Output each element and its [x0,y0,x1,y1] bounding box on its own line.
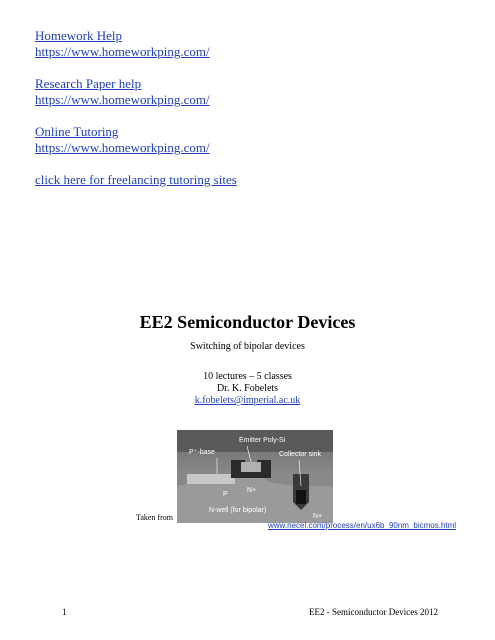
label-pbase: P⁺-base [189,449,215,456]
collector-contact [296,490,306,504]
device-cross-section-image [177,430,333,523]
online-tutoring-link[interactable]: Online Tutoring [35,124,119,139]
cross-section-svg [177,430,333,523]
pbase-region [187,474,235,484]
author-name: Dr. K. Fobelets [216,383,279,394]
page-subtitle: Switching of bipolar devices [190,341,305,352]
lectures-text: 10 lectures – 5 classes [203,371,292,382]
author-email-link[interactable]: k.fobelets@imperial.ac.uk [194,395,301,406]
research-paper-url[interactable]: https://www.homeworkping.com/ [35,92,210,107]
link-group-homework [35,28,237,60]
homework-help-url[interactable]: https://www.homeworkping.com/ [35,44,210,59]
page-title: EE2 Semiconductor Devices [139,312,356,332]
freelancing-link[interactable]: click here for freelancing tutoring sites [35,172,237,187]
research-paper-link[interactable]: Research Paper help [35,76,142,91]
footer-title: EE2 - Semiconductor Devices 2012 [309,607,438,617]
label-collector: Collector sink [279,451,322,458]
label-nplus2: N+ [313,513,323,520]
page-number: 1 [62,607,67,617]
label-p: P [223,491,228,498]
emitter-contact [241,462,261,472]
source-url-link[interactable]: www.necel.com/process/en/ux6b_90nm_bicmos.html [268,521,457,530]
homework-help-link[interactable]: Homework Help [35,28,123,43]
label-emitter: Emitter Poly-Si [239,437,286,444]
top-links [35,28,237,188]
link-group-research [35,76,237,108]
link-group-tutoring [35,124,237,156]
label-nplus: N+ [247,487,257,494]
taken-from-text: Taken from [136,513,173,522]
label-nwell: N-well (for bipolar) [209,507,267,514]
course-meta [0,371,495,407]
online-tutoring-url[interactable]: https://www.homeworkping.com/ [35,140,210,155]
